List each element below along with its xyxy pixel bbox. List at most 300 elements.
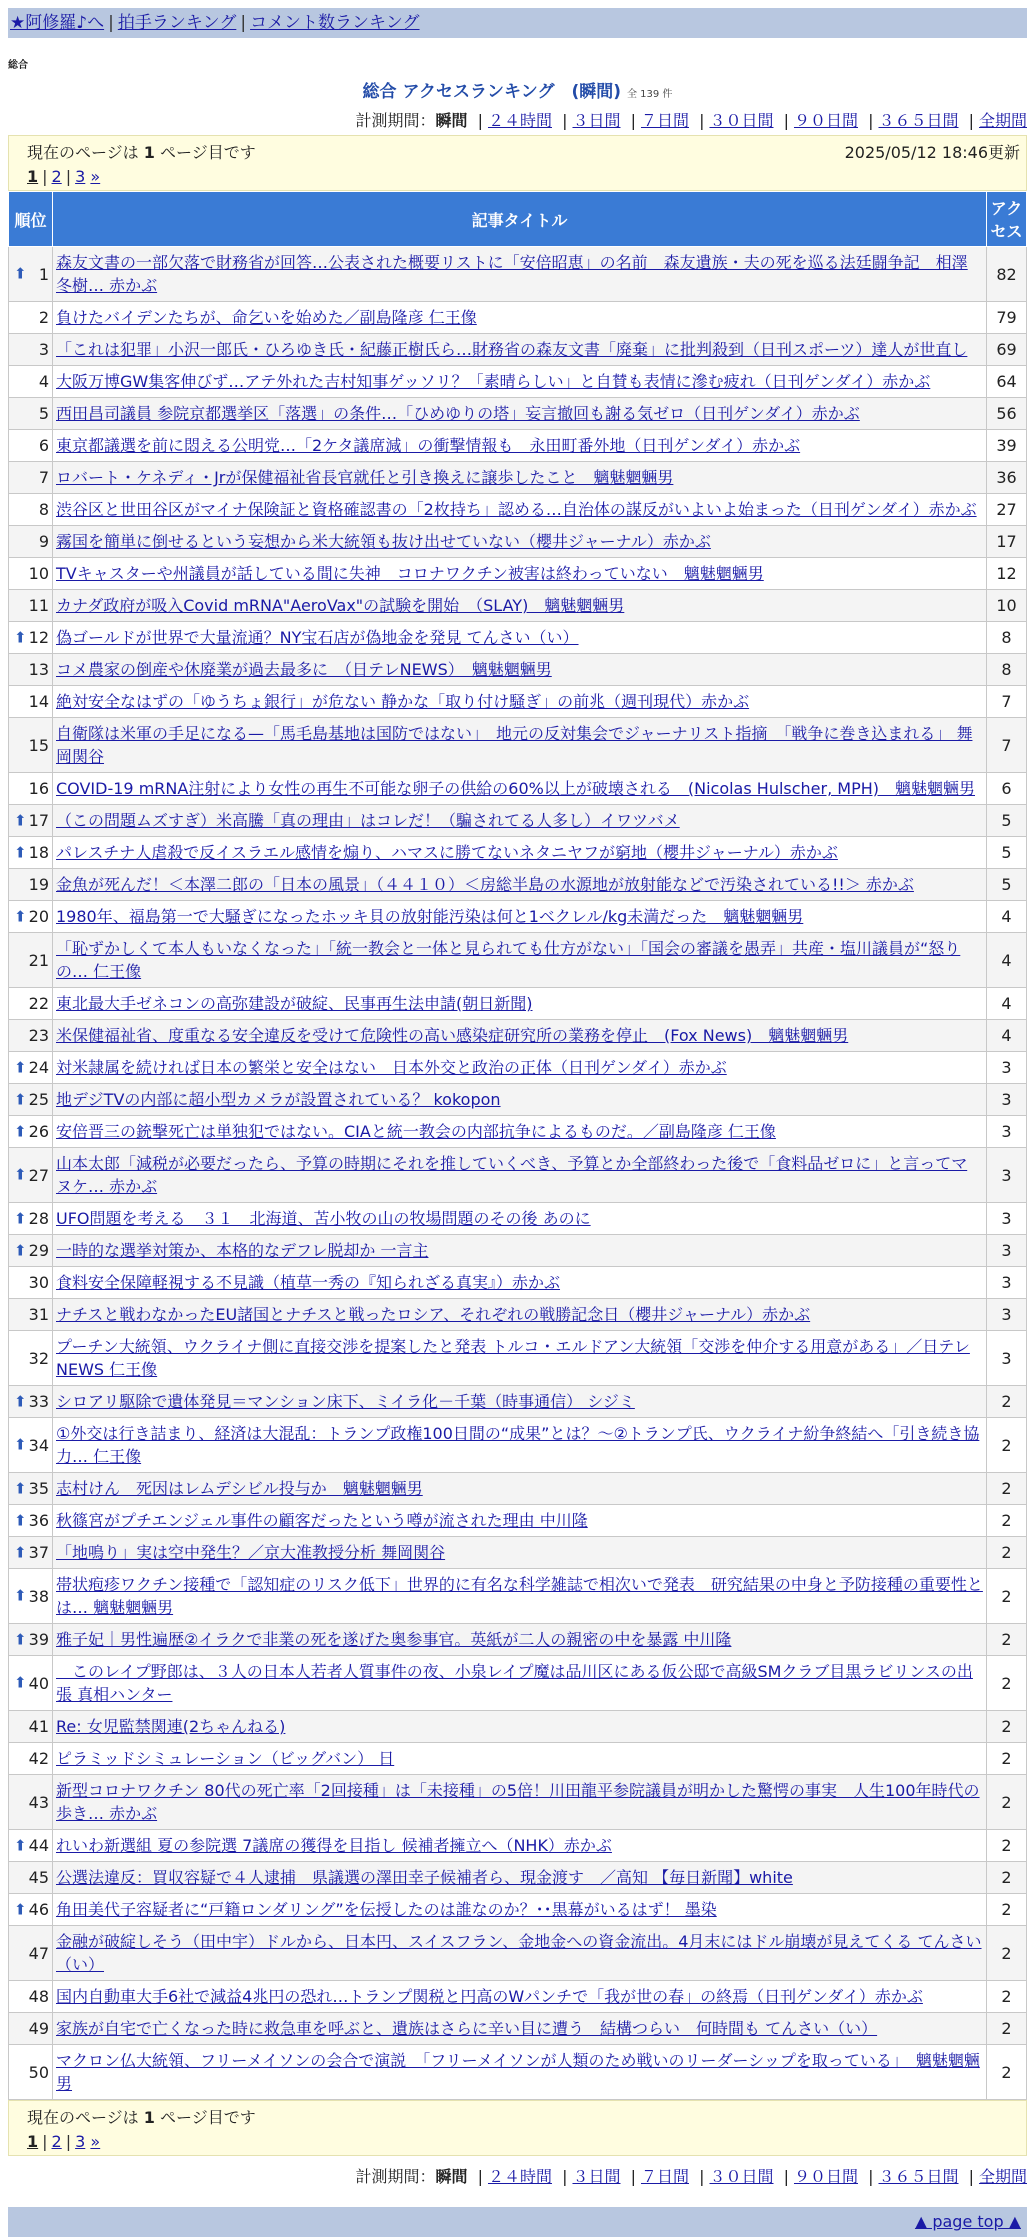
access-count: 17 — [987, 526, 1027, 558]
rank-up-arrow-icon: ⬆ — [14, 1479, 27, 1497]
article-title-link[interactable]: 山本太郎「減税が必要だったら、予算の時期にそれを推していくべき、予算とか全部終わった後で「食料品ゼロに」と言ってマヌケ… 赤かぶ — [56, 1154, 968, 1196]
access-count: 2 — [987, 1656, 1027, 1711]
table-row — [9, 1084, 1027, 1116]
rank-cell — [9, 1624, 53, 1656]
title-cell — [53, 1711, 987, 1743]
article-title-link[interactable]: ①外交は行き詰まり、経済は大混乱：トランプ政権100日間の“成果”とは？～②トランプ氏、ウクライナ紛争終結へ「引き続き協力… 仁王像 — [56, 1424, 980, 1466]
rank-cell — [9, 1299, 53, 1331]
table-row — [9, 558, 1027, 590]
access-count: 39 — [987, 430, 1027, 462]
rank-number: 17 — [28, 811, 49, 830]
table-row — [9, 1148, 1027, 1203]
title-cell — [53, 494, 987, 526]
rank-cell — [9, 526, 53, 558]
total-count: 全 139 件 — [626, 89, 673, 100]
access-count: 2 — [987, 1569, 1027, 1624]
article-title-link[interactable]: パレスチナ人虐殺で反イスラエル感情を煽り、ハマスに勝てないネタニヤフが窮地（櫻井ジャーナル）赤かぶ — [56, 843, 838, 862]
rank-number: 23 — [28, 1026, 49, 1045]
rank-number: 36 — [28, 1511, 49, 1530]
table-row — [9, 686, 1027, 718]
rank-cell — [9, 1020, 53, 1052]
title-cell — [53, 718, 987, 773]
rank-number: 29 — [28, 1241, 49, 1260]
article-title-link[interactable]: UFO問題を考える ３１ 北海道、苫小牧の山の牧場問題のその後 あのに — [56, 1209, 591, 1228]
table-row — [9, 1743, 1027, 1775]
rank-cell — [9, 430, 53, 462]
rank-cell — [9, 302, 53, 334]
rank-cell — [9, 654, 53, 686]
rank-number: 7 — [38, 468, 49, 487]
article-title-link[interactable]: Re: 女児監禁関連(2ちゃんねる) — [56, 1717, 286, 1736]
rank-cell — [9, 686, 53, 718]
article-title-link[interactable]: TVキャスターや州議員が話している間に失神 コロナワクチン被害は終わっていない 魑魅魍魎男 — [56, 564, 764, 583]
rank-number: 1 — [38, 264, 49, 284]
rank-cell — [9, 247, 53, 302]
pager-page-2[interactable]: 2 — [51, 2132, 62, 2151]
title-cell — [53, 1418, 987, 1473]
rank-number: 45 — [28, 1868, 49, 1887]
access-count: 5 — [987, 869, 1027, 901]
period-7d-link[interactable]: ７日間 — [640, 111, 689, 130]
period-label: 計測期間： — [355, 111, 436, 130]
rank-up-arrow-icon: ⬆ — [14, 843, 27, 861]
table-header-row — [9, 192, 1027, 247]
article-title-link[interactable]: コメ農家の倒産や休廃業が過去最多に （日テレNEWS） 魑魅魍魎男 — [56, 660, 552, 679]
bottom-bar — [8, 2207, 1027, 2237]
rank-cell — [9, 1656, 53, 1711]
rank-up-arrow-icon: ⬆ — [14, 1122, 27, 1140]
article-title-link[interactable]: 志村けん 死因はレムデシビル投与か 魑魅魍魎男 — [56, 1479, 423, 1498]
table-row — [9, 1775, 1027, 1830]
rank-cell — [9, 2045, 53, 2100]
article-title-link[interactable]: 角田美代子容疑者に“戸籍ロンダリング”を伝授したのは誰なのか？･･黒幕がいるはず！ 墨染 — [56, 1900, 717, 1919]
table-row — [9, 526, 1027, 558]
rank-cell — [9, 590, 53, 622]
rank-cell — [9, 837, 53, 869]
article-title-link[interactable]: 偽ゴールドが世界で大量流通？NY宝石店が偽地金を発見 てんさい（い） — [56, 628, 579, 647]
pager: 1 | 2 | 3 » — [27, 167, 101, 186]
period-current: 瞬間 — [435, 2167, 468, 2186]
period-24h-link[interactable]: ２４時間 — [487, 2167, 552, 2186]
title-cell — [53, 1020, 987, 1052]
title-cell — [53, 805, 987, 837]
rank-number: 14 — [28, 692, 49, 711]
rank-number: 16 — [28, 779, 49, 798]
article-title-link[interactable]: 公選法違反：買収容疑で４人逮捕 県議選の澤田幸子候補者ら、現金渡す ／高知 【毎日新聞】white — [56, 1868, 793, 1887]
pager-next[interactable]: » — [90, 2132, 101, 2151]
title-cell — [53, 1862, 987, 1894]
article-title-link[interactable]: 食料安全保障軽視する不見識（植草一秀の『知られざる真実』）赤かぶ — [56, 1273, 561, 1292]
article-title-link[interactable]: ロバート・ケネディ・Jrが保健福祉省長官就任と引き換えに譲歩したこと 魑魅魍魎男 — [56, 468, 674, 487]
home-link[interactable]: ★阿修羅♪へ — [10, 13, 105, 33]
rank-number: 15 — [28, 735, 49, 755]
comment-ranking-link[interactable]: コメント数ランキング — [250, 13, 420, 33]
rank-number: 48 — [28, 1987, 49, 2006]
access-count: 8 — [987, 654, 1027, 686]
rank-up-arrow-icon: ⬆ — [14, 1090, 27, 1108]
rank-cell — [9, 805, 53, 837]
rank-cell — [9, 1926, 53, 1981]
rank-cell — [9, 1830, 53, 1862]
rank-cell — [9, 1386, 53, 1418]
article-title-link[interactable]: 西田昌司議員 参院京都選挙区「落選」の条件…「ひめゆりの塔」妄言撤回も謝る気ゼロ（日刊ゲンダイ）赤かぶ — [56, 404, 860, 423]
title-cell — [53, 398, 987, 430]
access-count: 2 — [987, 1775, 1027, 1830]
table-row — [9, 430, 1027, 462]
title-cell — [53, 869, 987, 901]
rank-number: 21 — [28, 950, 49, 970]
period-90d-link[interactable]: ９０日間 — [793, 111, 858, 130]
article-title-link[interactable]: 「恥ずかしくて本人もいなくなった」「統一教会と一体と見られても仕方がない」「国会の審議を愚弄」共産・塩川議員が“怒りの… 仁王像 — [56, 939, 961, 981]
rank-number: 26 — [28, 1122, 49, 1141]
access-count: 7 — [987, 718, 1027, 773]
period-7d-link[interactable]: ７日間 — [640, 2167, 689, 2186]
table-row — [9, 988, 1027, 1020]
article-title-link[interactable]: 帯状疱疹ワクチン接種で「認知症のリスク低下」世界的に有名な科学雑誌で相次いで発表 研究結果の中身と予防接種の重要性とは… 魑魅魍魎男 — [56, 1575, 983, 1617]
page-info-box-bottom — [8, 2100, 1027, 2156]
title-cell — [53, 2013, 987, 2045]
title-cell — [53, 462, 987, 494]
title-cell — [53, 1743, 987, 1775]
rank-up-arrow-icon: ⬆ — [14, 1165, 27, 1184]
rank-cell — [9, 1418, 53, 1473]
access-count: 12 — [987, 558, 1027, 590]
rank-number: 31 — [28, 1305, 49, 1324]
rank-up-arrow-icon: ⬆ — [14, 1435, 27, 1454]
article-title-link[interactable]: 絶対安全なはずの「ゆうちょ銀行」が危ない 静かな「取り付け騒ぎ」の前兆（週刊現代）赤かぶ — [56, 692, 750, 711]
rank-cell — [9, 1331, 53, 1386]
article-title-link[interactable]: 地デジTVの内部に超小型カメラが設置されている？ kokopon — [56, 1090, 501, 1109]
article-title-link[interactable]: （この問題ムズすぎ）米高騰「真の理由」はコレだ！（騙されてる人多し）イワツバメ — [56, 811, 680, 830]
title-cell — [53, 1569, 987, 1624]
article-title-link[interactable]: 「地鳴り」実は空中発生？／京大准教授分析 舞岡関谷 — [56, 1543, 446, 1562]
table-row — [9, 1235, 1027, 1267]
article-title-link[interactable]: 国内自動車大手6社で減益4兆円の恐れ…トランプ関税と円高のWパンチで「我が世の春」の終焉（日刊ゲンダイ）赤かぶ — [56, 1987, 923, 2006]
table-row — [9, 1894, 1027, 1926]
table-row — [9, 1981, 1027, 2013]
title-cell — [53, 1656, 987, 1711]
article-title-link[interactable]: 渋谷区と世田谷区がマイナ保険証と資格確認書の「2枚持ち」認める…自治体の謀反がいよいよ始まった（日刊ゲンダイ）赤かぶ — [56, 500, 977, 519]
article-title-link[interactable]: シロアリ駆除で遺体発見＝マンション床下、ミイラ化－千葉（時事通信） シジミ — [56, 1392, 635, 1411]
access-count: 2 — [987, 1830, 1027, 1862]
period-30d-link[interactable]: ３０日間 — [709, 111, 774, 130]
pager-next[interactable]: » — [90, 167, 101, 186]
rank-up-arrow-icon: ⬆ — [14, 628, 27, 646]
title-cell — [53, 247, 987, 302]
rank-cell — [9, 1894, 53, 1926]
title-cell — [53, 988, 987, 1020]
article-title-link[interactable]: ナチスと戦わなかったEU諸国とナチスと戦ったロシア、それぞれの戦勝記念日（櫻井ジャーナル）赤かぶ — [56, 1305, 811, 1324]
table-row — [9, 718, 1027, 773]
title-cell — [53, 590, 987, 622]
article-title-link[interactable]: このレイプ野郎は、３人の日本人若者人質事件の夜、小泉レイプ魔は品川区にある仮公邸で高級SMクラブ目黒ラビリンスの出張 真相ハンター — [56, 1662, 973, 1704]
access-count: 3 — [987, 1267, 1027, 1299]
table-row — [9, 1473, 1027, 1505]
access-count: 3 — [987, 1148, 1027, 1203]
access-count: 2 — [987, 1926, 1027, 1981]
title-cell — [53, 526, 987, 558]
rank-number: 4 — [38, 372, 49, 391]
pager-page-1: 1 — [27, 167, 39, 186]
access-count: 7 — [987, 686, 1027, 718]
section-label: 総合 — [8, 60, 28, 71]
table-row — [9, 622, 1027, 654]
title-cell — [53, 1775, 987, 1830]
title-cell — [53, 558, 987, 590]
table-row — [9, 302, 1027, 334]
rank-cell — [9, 1116, 53, 1148]
title-cell — [53, 901, 987, 933]
table-row — [9, 837, 1027, 869]
article-title-link[interactable]: 1980年、福島第一で大騒ぎになったホッキ貝の放射能汚染は何と1ベクレル/kg未満だった 魑魅魍魎男 — [56, 907, 804, 926]
rank-cell — [9, 1505, 53, 1537]
access-count: 4 — [987, 1020, 1027, 1052]
article-title-link[interactable]: 「これは犯罪」小沢一郎氏・ひろゆき氏・紀藤正樹氏ら…財務省の森友文書「廃棄」に批判殺到（日刊スポーツ）達人が世直し — [56, 340, 968, 359]
rank-number: 46 — [28, 1900, 49, 1919]
article-title-link[interactable]: COVID-19 mRNA注射により女性の再生不可能な卵子の供給の60%以上が破壊される (Nicolas Hulscher, MPH) 魑魅魍魎男 — [56, 779, 975, 798]
title-cell — [53, 1235, 987, 1267]
access-count: 3 — [987, 1084, 1027, 1116]
rank-cell — [9, 1473, 53, 1505]
article-title-link[interactable]: 大阪万博GW集客伸びず…アテ外れた吉村知事ゲッソリ？「素晴らしい」と自賛も表情に滲む疲れ（日刊ゲンダイ）赤かぶ — [56, 372, 931, 391]
table-row — [9, 773, 1027, 805]
title-cell — [53, 1981, 987, 2013]
period-label: 計測期間： — [355, 2167, 436, 2186]
access-count: 69 — [987, 334, 1027, 366]
title-cell — [53, 1148, 987, 1203]
title-cell — [53, 2045, 987, 2100]
article-title-link[interactable]: 金魚が死んだ！＜本澤二郎の「日本の風景」（４４１０）＜房総半島の水源地が放射能などで汚染されている!!＞ 赤かぶ — [56, 875, 914, 894]
title-cell — [53, 1331, 987, 1386]
pager-page-3[interactable]: 3 — [75, 2132, 86, 2151]
pager-page-2[interactable]: 2 — [51, 167, 62, 186]
title-cell — [53, 686, 987, 718]
rank-cell — [9, 2013, 53, 2045]
rank-number: 41 — [28, 1717, 49, 1736]
rank-up-arrow-icon: ⬆ — [14, 1241, 27, 1259]
nav-separator: | — [240, 13, 247, 33]
rank-cell — [9, 1862, 53, 1894]
rank-number: 13 — [28, 660, 49, 679]
article-title-link[interactable]: 負けたバイデンたちが、命乞いを始めた／副島隆彦 仁王像 — [56, 308, 477, 327]
article-title-link[interactable]: 家族が自宅で亡くなった時に救急車を呼ぶと、遺族はさらに辛い目に遭う 結構つらい 何時間も てんさい（い） — [56, 2019, 878, 2038]
rank-number: 5 — [38, 404, 49, 423]
table-row — [9, 590, 1027, 622]
article-title-link[interactable]: 一時的な選挙対策か、本格的なデフレ脱却か 一言主 — [56, 1241, 429, 1260]
title-cell — [53, 1299, 987, 1331]
access-count: 3 — [987, 1203, 1027, 1235]
rank-up-arrow-icon: ⬆ — [14, 1673, 27, 1692]
rank-number: 27 — [28, 1165, 49, 1185]
period-90d-link[interactable]: ９０日間 — [793, 2167, 858, 2186]
rank-up-arrow-icon: ⬆ — [14, 1511, 27, 1529]
rank-cell — [9, 558, 53, 590]
table-row — [9, 366, 1027, 398]
header-rank: 順位 — [9, 192, 53, 247]
rank-number: 19 — [28, 875, 49, 894]
article-title-link[interactable]: カナダ政府が吸入Covid mRNA"AeroVax"の試験を開始 （SLAY) 魑魅魍魎男 — [56, 596, 625, 615]
table-row — [9, 334, 1027, 366]
access-count: 6 — [987, 773, 1027, 805]
rank-number: 9 — [38, 532, 49, 551]
title-cell — [53, 1894, 987, 1926]
rank-cell — [9, 1235, 53, 1267]
rank-number: 24 — [28, 1058, 49, 1077]
access-count: 2 — [987, 1981, 1027, 2013]
rank-number: 47 — [28, 1943, 49, 1963]
rank-cell — [9, 366, 53, 398]
access-count: 2 — [987, 1473, 1027, 1505]
rank-number: 35 — [28, 1479, 49, 1498]
access-count: 2 — [987, 1537, 1027, 1569]
period-3d-link[interactable]: ３日間 — [572, 111, 621, 130]
access-count: 2 — [987, 2013, 1027, 2045]
rank-up-arrow-icon: ⬆ — [14, 1543, 27, 1561]
access-count: 27 — [987, 494, 1027, 526]
rank-number: 44 — [28, 1836, 49, 1855]
rank-number: 30 — [28, 1273, 49, 1292]
period-all-link[interactable]: 全期間 — [978, 111, 1027, 130]
article-title-link[interactable]: 東京都議選を前に悶える公明党…「2ケタ議席減」の衝撃情報も 永田町番外地（日刊ゲンダイ）赤かぶ — [56, 436, 801, 455]
period-365d-link[interactable]: ３６５日間 — [878, 2167, 959, 2186]
rank-number: 2 — [38, 308, 49, 327]
period-selector: 計測期間：瞬間 | ２４時間 | ３日間 | ７日間 | ３０日間 | ９０日間 | ３６５日間 | 全期間 — [355, 111, 1027, 130]
article-title-link[interactable]: 秋篠宮がプチエンジェル事件の顧客だったという噂が流された理由 中川隆 — [56, 1511, 588, 1530]
pager-page-1: 1 — [27, 2132, 39, 2151]
title-cell — [53, 1116, 987, 1148]
title-cell — [53, 1267, 987, 1299]
updated-timestamp: 2025/05/12 18:46更新 — [844, 143, 1020, 162]
header-title: 記事タイトル — [53, 192, 987, 247]
page-title: 総合 アクセスランキング (瞬間) — [362, 82, 621, 102]
access-count: 4 — [987, 933, 1027, 988]
title-cell — [53, 1203, 987, 1235]
rank-number: 43 — [28, 1792, 49, 1812]
article-title-link[interactable]: 米保健福祉省、度重なる安全違反を受けて危険性の高い感染症研究所の業務を停止 (Fox News) 魑魅魍魎男 — [56, 1026, 849, 1045]
pager-bottom: 1 | 2 | 3 » — [27, 2132, 101, 2151]
article-title-link[interactable]: 自衛隊は米軍の手足になる—「馬毛島基地は国防ではない」 地元の反対集会でジャーナリスト指摘 「戦争に巻き込まれる」 舞岡関谷 — [56, 724, 973, 766]
article-title-link[interactable]: ピラミッドシミュレーション（ビッグバン） 日 — [56, 1749, 395, 1768]
table-row — [9, 2013, 1027, 2045]
article-title-link[interactable]: プーチン大統領、ウクライナ側に直接交渉を提案したと発表 トルコ・エルドアン大統領「交渉を仲介する用意がある」／日テレNEWS 仁王像 — [56, 1337, 970, 1379]
rank-cell — [9, 334, 53, 366]
page-top-link[interactable]: ▲ page top ▲ — [914, 2212, 1021, 2231]
table-row — [9, 1331, 1027, 1386]
table-row — [9, 654, 1027, 686]
rank-cell — [9, 1981, 53, 2013]
pager-page-3[interactable]: 3 — [75, 167, 86, 186]
access-count: 56 — [987, 398, 1027, 430]
rank-number: 50 — [28, 2062, 49, 2082]
rank-cell — [9, 494, 53, 526]
rank-number: 37 — [28, 1543, 49, 1562]
table-row — [9, 1926, 1027, 1981]
applause-ranking-link[interactable]: 拍手ランキング — [117, 13, 237, 33]
table-row — [9, 1624, 1027, 1656]
access-count: 64 — [987, 366, 1027, 398]
period-365d-link[interactable]: ３６５日間 — [878, 111, 959, 130]
page-info-box — [8, 135, 1027, 191]
rank-up-arrow-icon: ⬆ — [14, 1392, 27, 1410]
access-count: 2 — [987, 1894, 1027, 1926]
table-row — [9, 1203, 1027, 1235]
rank-number: 40 — [28, 1673, 49, 1693]
ranking-table — [8, 191, 1027, 2100]
access-count: 10 — [987, 590, 1027, 622]
article-title-link[interactable]: 森友文書の一部欠落で財務省が回答…公表された概要リストに「安倍昭恵」の名前 森友遺族・夫の死を巡る法廷闘争記 相澤冬樹… 赤かぶ — [56, 253, 968, 295]
table-row — [9, 1505, 1027, 1537]
article-title-link[interactable]: 安倍晋三の銃撃死亡は単独犯ではない。CIAと統一教会の内部抗争によるものだ。／副島隆彦 仁王像 — [56, 1122, 776, 1141]
article-title-link[interactable]: 新型コロナワクチン 80代の死亡率「2回接種」は「未接種」の5倍！川田龍平参院議員が明かした驚愕の事実 人生100年時代の歩き… 赤かぶ — [56, 1781, 980, 1823]
access-count: 2 — [987, 1711, 1027, 1743]
top-nav-bar — [8, 8, 1027, 38]
rank-number: 38 — [28, 1586, 49, 1606]
title-cell — [53, 1537, 987, 1569]
article-title-link[interactable]: 金融が破綻しそう（田中宇）ドルから、日本円、スイスフラン、金地金への資金流出。4月末にはドル崩壊が見えてくる てんさい（い） — [56, 1932, 982, 1974]
rank-number: 18 — [28, 843, 49, 862]
rank-up-arrow-icon: ⬆ — [14, 1586, 27, 1605]
table-row — [9, 2045, 1027, 2100]
article-title-link[interactable]: 東北最大手ゼネコンの高弥建設が破綻、民事再生法申請(朝日新聞) — [56, 994, 533, 1013]
table-row — [9, 901, 1027, 933]
title-cell — [53, 654, 987, 686]
period-all-link[interactable]: 全期間 — [978, 2167, 1027, 2186]
rank-number: 34 — [28, 1435, 49, 1455]
access-count: 2 — [987, 1862, 1027, 1894]
rank-cell — [9, 1084, 53, 1116]
access-count: 2 — [987, 1624, 1027, 1656]
table-row — [9, 398, 1027, 430]
access-count: 82 — [987, 247, 1027, 302]
period-current: 瞬間 — [435, 111, 468, 130]
table-row — [9, 1116, 1027, 1148]
rank-cell — [9, 1203, 53, 1235]
rank-up-arrow-icon: ⬆ — [14, 1209, 27, 1227]
rank-number: 11 — [28, 596, 49, 615]
access-count: 2 — [987, 1505, 1027, 1537]
table-row — [9, 1569, 1027, 1624]
table-row — [9, 1711, 1027, 1743]
rank-cell — [9, 1267, 53, 1299]
rank-up-arrow-icon: ⬆ — [14, 907, 27, 925]
title-cell — [53, 1505, 987, 1537]
table-row — [9, 1267, 1027, 1299]
title-cell — [53, 773, 987, 805]
article-title-link[interactable]: マクロン仏大統領、フリーメイソンの会合で演説 「フリーメイソンが人類のため戦いのリーダーシップを取っている」 魑魅魍魎男 — [56, 2051, 980, 2093]
article-title-link[interactable]: 対米隷属を続ければ日本の繁栄と安全はない 日本外交と政治の正体（日刊ゲンダイ）赤かぶ — [56, 1058, 727, 1077]
article-title-link[interactable]: 雅子妃｜男性遍歴②イラクで非業の死を遂げた奥参事官。英紙が二人の親密の中を暴露 中川隆 — [56, 1630, 732, 1649]
rank-up-arrow-icon: ⬆ — [14, 1058, 27, 1076]
rank-cell — [9, 1537, 53, 1569]
rank-number: 12 — [28, 628, 49, 647]
rank-cell — [9, 718, 53, 773]
period-30d-link[interactable]: ３０日間 — [709, 2167, 774, 2186]
rank-cell — [9, 1711, 53, 1743]
article-title-link[interactable]: れいわ新選組 夏の参院選 7議席の獲得を目指し 候補者擁立へ（NHK）赤かぶ — [56, 1836, 612, 1855]
rank-number: 10 — [28, 564, 49, 583]
rank-up-arrow-icon: ⬆ — [14, 264, 27, 283]
rank-cell — [9, 462, 53, 494]
article-title-link[interactable]: 霧国を簡単に倒せるという妄想から米大統領も抜け出せていない（櫻井ジャーナル）赤かぶ — [56, 532, 711, 551]
table-row — [9, 1052, 1027, 1084]
period-3d-link[interactable]: ３日間 — [572, 2167, 621, 2186]
rank-up-arrow-icon: ⬆ — [14, 1630, 27, 1648]
access-count: 4 — [987, 988, 1027, 1020]
title-cell — [53, 302, 987, 334]
rank-number: 25 — [28, 1090, 49, 1109]
nav-separator: | — [108, 13, 114, 33]
period-24h-link[interactable]: ２４時間 — [487, 111, 552, 130]
